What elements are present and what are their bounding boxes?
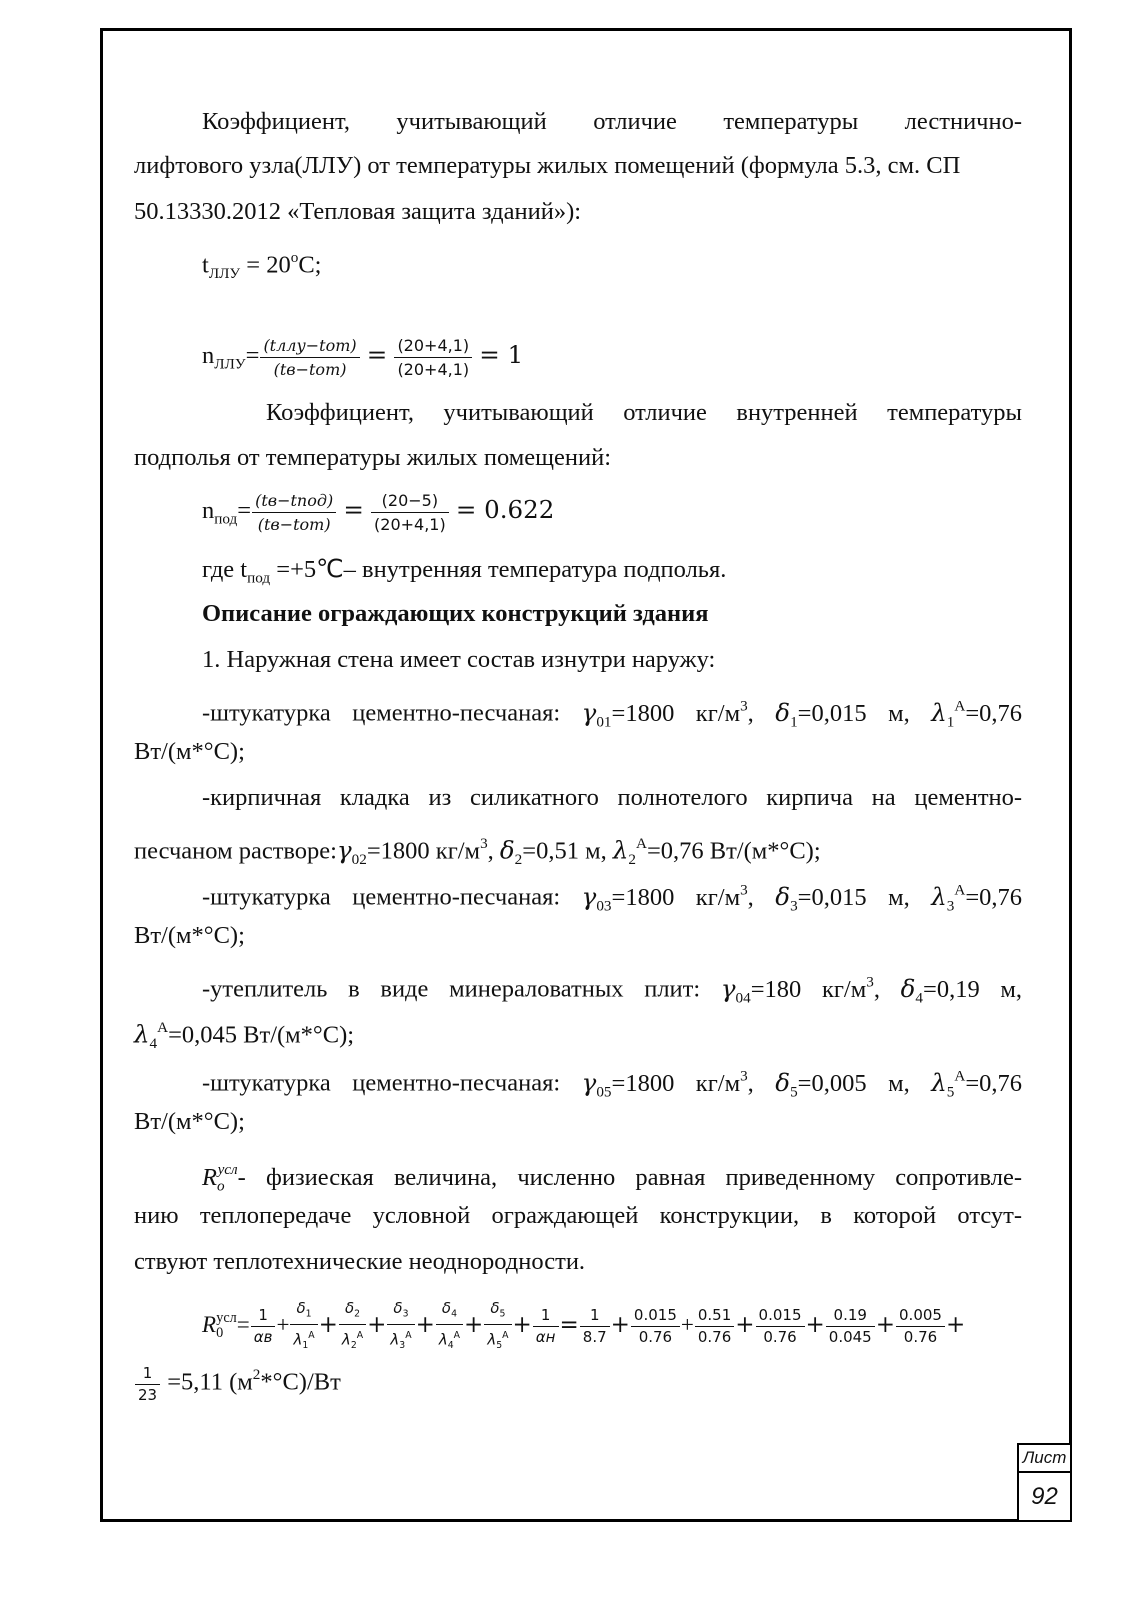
wall-intro: 1. Наружная стена имеет состав изнутри наружу:	[202, 646, 716, 673]
layer1-line1: -штукатурка цементно-песчаная: $\gamma_{01}=1800$ $кг/м^3$, $\delta_1=0,015$ м, $\lambda_1^А=0,76$	[202, 697, 1023, 730]
sheet-box	[1017, 1443, 1072, 1522]
paragraph1-line2: лифтового узла(ЛЛУ) от температуры жилых помещений (формула 5.3, см. СП	[134, 152, 961, 179]
t-llu-value: $t_{ЛЛУ} = 20^оС$;	[202, 249, 322, 282]
layer3-line1: -штукатурка цементно-песчаная: $\gamma_{03}=1800$ $кг/м^3$, $\delta_3=0,015$ м, $\lambda_3^А=0,76$	[202, 881, 1023, 914]
sheet-number: 92	[1031, 1483, 1058, 1510]
sheet-label: Лист	[1019, 1445, 1070, 1473]
paragraph1-line3: 50.13330.2012 «Тепловая защита зданий»):	[134, 198, 582, 225]
r-formula: $R_0^{усл}=$ 1 αв + $\delta_1$ $\lambda_1^А$ + $\delta_2$ $\lambda_2^А$ + $\delta_3$ $\lambda_3^А$ + $\delta_4$ $\lambda_4^А$ + $\delta_5$ $\lambda_5^А$ + 1 αн = $\frac{1}{8.7}$ + $\frac{0.015}{0.76}$ + $\frac{0.51}{0.76}$ + $\frac{0.015}{0.76}$ + $\frac{0.19}{0.045}$ + $\frac{0.005}{0.76}$ +	[202, 1298, 966, 1351]
layer3-line2: Вт/(м*°С);	[134, 922, 245, 949]
formula-n-llu: $n_{ЛЛУ}=$ (tллу−tот) (tв−tот) = $\frac{(20+4,1)}{(20+4,1)}$ = 1	[202, 335, 524, 379]
layer5-line2: Вт/(м*°С);	[134, 1108, 245, 1135]
r-definition-line1: $R_o^{усл}-$ физиеская величина, численно равная приведенному сопротивле-	[202, 1161, 1022, 1194]
paragraph1-line1: Коэффициент, учитывающий отличие температуры лестнично-	[202, 108, 1023, 135]
r-formula-result: $\frac{1}{23}$ =5,11 $(м^2*^\circ С)/Вт$	[134, 1352, 341, 1406]
where-line: где $t_{под}$ =+5℃– внутренняя температура подполья.	[202, 556, 727, 587]
layer1-line2: Вт/(м*°С);	[134, 738, 245, 765]
layer2-line2: песчаном $растворе:\gamma_{02}=1800$ $кг/м^3$, $\delta_2=0,51$ м, $\lambda_2^А=0,76$ Вт/(м*°С);	[134, 835, 821, 868]
layer4-line1: -утеплитель в виде минераловатных плит: $\gamma_{04}=180$ $кг/м^3$, $\delta_4=0,19$ м,	[202, 973, 1023, 1006]
paragraph2-line1: Коэффициент, учитывающий отличие внутренней температуры	[266, 399, 1023, 426]
layer4-line2: $\lambda_4^А=0,045$ Вт/(м*°С);	[134, 1019, 355, 1052]
layer2-line1: -кирпичная кладка из силикатного полнотелого кирпича на цементно-	[202, 784, 1023, 811]
formula-n-pod: $n_{под}=$ (tв−tпод) (tв−tот) = $\frac{(20-5)}{(20+4,1)}$ = 0.622	[202, 490, 555, 534]
section-heading: Описание ограждающих конструкций здания	[202, 600, 709, 627]
r-definition-line2: нию теплопередаче условной ограждающей конструкции, в которой отсут-	[134, 1202, 1022, 1229]
r-definition-line3: ствуют теплотехнические неоднородности.	[134, 1248, 586, 1275]
layer5-line1: -штукатурка цементно-песчаная: $\gamma_{05}=1800$ $кг/м^3$, $\delta_5=0,005$ м, $\lambda_5^А=0,76$	[202, 1067, 1023, 1100]
paragraph2-line2: подполья от температуры жилых помещений:	[134, 444, 611, 471]
